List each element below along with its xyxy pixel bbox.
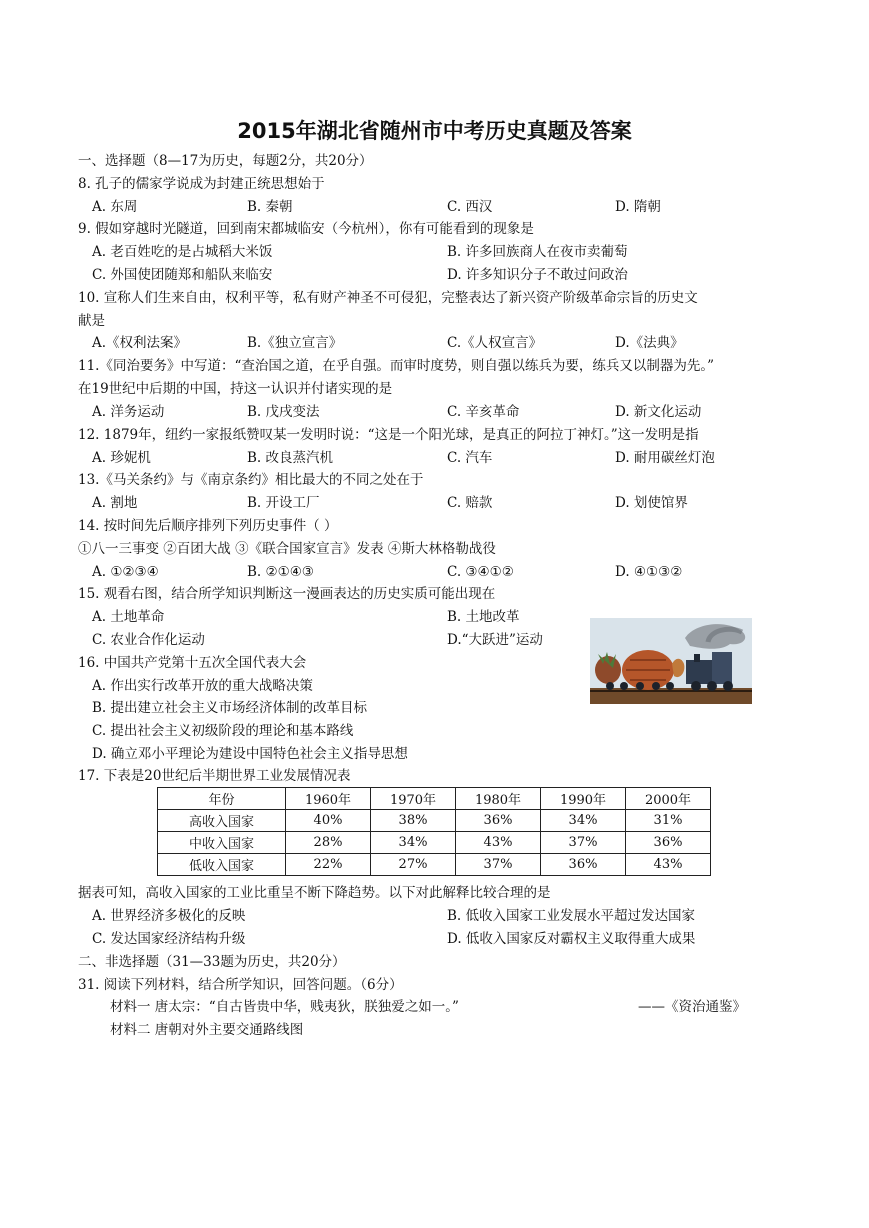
option: A. 世界经济多极化的反映 xyxy=(92,908,246,924)
table-cell: 27% xyxy=(371,854,456,876)
option: A. 东周 xyxy=(92,199,138,215)
table-cell: 高收入国家 xyxy=(158,810,286,832)
question-stem: 14. 按时间先后顺序排列下列历史事件（ ） xyxy=(78,518,338,534)
option: B. 提出建立社会主义市场经济体制的改革目标 xyxy=(92,700,368,716)
table-cell: 34% xyxy=(371,832,456,854)
table-cell: 28% xyxy=(286,832,371,854)
option: B.《独立宣言》 xyxy=(247,335,343,351)
question-stem: 11.《同治要务》中写道：“查治国之道，在乎自强。而审时度势，则自强以练兵为要，练兵又以制器为先。” xyxy=(78,358,715,374)
option: A. 珍妮机 xyxy=(92,450,151,466)
page-title: 2015年湖北省随州市中考历史真题及答案 xyxy=(237,119,632,143)
option: A. 老百姓吃的是占城稻大米饭 xyxy=(92,244,273,260)
table-row xyxy=(158,810,711,832)
option: C. 汽车 xyxy=(447,450,493,466)
option: B. 戊戌变法 xyxy=(247,404,320,420)
table-row xyxy=(158,832,711,854)
option: D.“大跃进”运动 xyxy=(447,632,543,648)
table-cell: 36% xyxy=(456,810,541,832)
table-header: 2000年 xyxy=(626,788,711,810)
option: C. 发达国家经济结构升级 xyxy=(92,931,246,947)
option: D. ④①③② xyxy=(615,564,683,580)
question-stem: 13.《马关条约》与《南京条约》相比最大的不同之处在于 xyxy=(78,472,424,488)
table-header: 1960年 xyxy=(286,788,371,810)
option: D. 耐用碳丝灯泡 xyxy=(615,450,715,466)
option: C. 提出社会主义初级阶段的理论和基本路线 xyxy=(92,723,354,739)
material-two: 材料二 唐朝对外主要交通路线图 xyxy=(110,1022,304,1038)
question-stem-cont: 献是 xyxy=(78,313,105,329)
table-interpretation: 据表可知，高收入国家的工业比重呈不断下降趋势。以下对此解释比较合理的是 xyxy=(78,885,551,901)
table-header: 1990年 xyxy=(541,788,626,810)
question-stem: 15. 观看右图，结合所学知识判断这一漫画表达的历史实质可能出现在 xyxy=(78,586,496,602)
table-cell: 37% xyxy=(541,832,626,854)
question-stem: 16. 中国共产党第十五次全国代表大会 xyxy=(78,655,307,671)
question-stem: 9. 假如穿越时光隧道，回到南宋都城临安（今杭州），你有可能看到的现象是 xyxy=(78,221,534,237)
option: A. 洋务运动 xyxy=(92,404,165,420)
option: D. 确立邓小平理论为建设中国特色社会主义指导思想 xyxy=(92,746,408,762)
option: C. 农业合作化运动 xyxy=(92,632,205,648)
table-cell: 中收入国家 xyxy=(158,832,286,854)
material-one-source: ——《资治通鉴》 xyxy=(638,999,746,1015)
industry-table xyxy=(157,787,711,876)
table-header: 1980年 xyxy=(456,788,541,810)
table-cell: 36% xyxy=(626,832,711,854)
question-stem-cont: 在19世纪中后期的中国，持这一认识并付诸实现的是 xyxy=(78,381,393,397)
table-cell: 37% xyxy=(456,854,541,876)
table-cell: 22% xyxy=(286,854,371,876)
option: C.《人权宣言》 xyxy=(447,335,543,351)
option: A. ①②③④ xyxy=(92,564,159,580)
option: B. 改良蒸汽机 xyxy=(247,450,334,466)
option: B. 秦朝 xyxy=(247,199,293,215)
table-header: 年份 xyxy=(158,788,286,810)
option: D. 隋朝 xyxy=(615,199,661,215)
option: C. 外国使团随郑和船队来临安 xyxy=(92,267,273,283)
table-cell: 31% xyxy=(626,810,711,832)
cartoon-train-image xyxy=(590,618,752,704)
option: D. 划使馆界 xyxy=(615,495,688,511)
option: D. 新文化运动 xyxy=(615,404,702,420)
option: B. 开设工厂 xyxy=(247,495,320,511)
option: C. 赔款 xyxy=(447,495,493,511)
table-cell: 40% xyxy=(286,810,371,832)
table-header: 1970年 xyxy=(371,788,456,810)
option: D. 许多知识分子不敢过问政治 xyxy=(447,267,628,283)
question-stem: 12. 1879年，纽约一家报纸赞叹某一发明时说：“这是一个阳光球，是真正的阿拉丁神灯。”这一发明是指 xyxy=(78,427,699,443)
table-cell: 38% xyxy=(371,810,456,832)
question-stem: 17. 下表是20世纪后半期世界工业发展情况表 xyxy=(78,768,351,784)
option: C. 西汉 xyxy=(447,199,493,215)
section-heading: 二、非选择题（31—33题为历史，共20分） xyxy=(78,954,346,970)
question-stem: 31. 阅读下列材料，结合所学知识，回答问题。（6分） xyxy=(78,977,403,993)
table-cell: 34% xyxy=(541,810,626,832)
section-heading: 一、选择题（8—17为历史，每题2分，共20分） xyxy=(78,153,373,169)
option: C. ③④①② xyxy=(447,564,514,580)
event-list: ①八一三事变 ②百团大战 ③《联合国家宣言》发表 ④斯大林格勒战役 xyxy=(78,541,496,557)
table-cell: 43% xyxy=(456,832,541,854)
table-header-row xyxy=(158,788,711,810)
option: A. 土地革命 xyxy=(92,609,165,625)
option: D. 低收入国家反对霸权主义取得重大成果 xyxy=(447,931,696,947)
option: B. ②①④③ xyxy=(247,564,314,580)
option: A. 作出实行改革开放的重大战略决策 xyxy=(92,678,313,694)
option: B. 土地改革 xyxy=(447,609,520,625)
option: A. 割地 xyxy=(92,495,138,511)
table-cell: 低收入国家 xyxy=(158,854,286,876)
option: B. 许多回族商人在夜市卖葡萄 xyxy=(447,244,628,260)
option: C. 辛亥革命 xyxy=(447,404,520,420)
material-one: 材料一 唐太宗：“自古皆贵中华，贱夷狄，朕独爱之如一。” xyxy=(110,999,459,1015)
option: B. 低收入国家工业发展水平超过发达国家 xyxy=(447,908,696,924)
option: A.《权利法案》 xyxy=(92,335,188,351)
table-cell: 36% xyxy=(541,854,626,876)
table-row xyxy=(158,854,711,876)
option: D.《法典》 xyxy=(615,335,684,351)
question-stem: 10. 宣称人们生来自由，权利平等，私有财产神圣不可侵犯，完整表达了新兴资产阶级革命宗旨的历史文 xyxy=(78,290,698,306)
table-cell: 43% xyxy=(626,854,711,876)
question-stem: 8. 孔子的儒家学说成为封建正统思想始于 xyxy=(78,176,325,192)
